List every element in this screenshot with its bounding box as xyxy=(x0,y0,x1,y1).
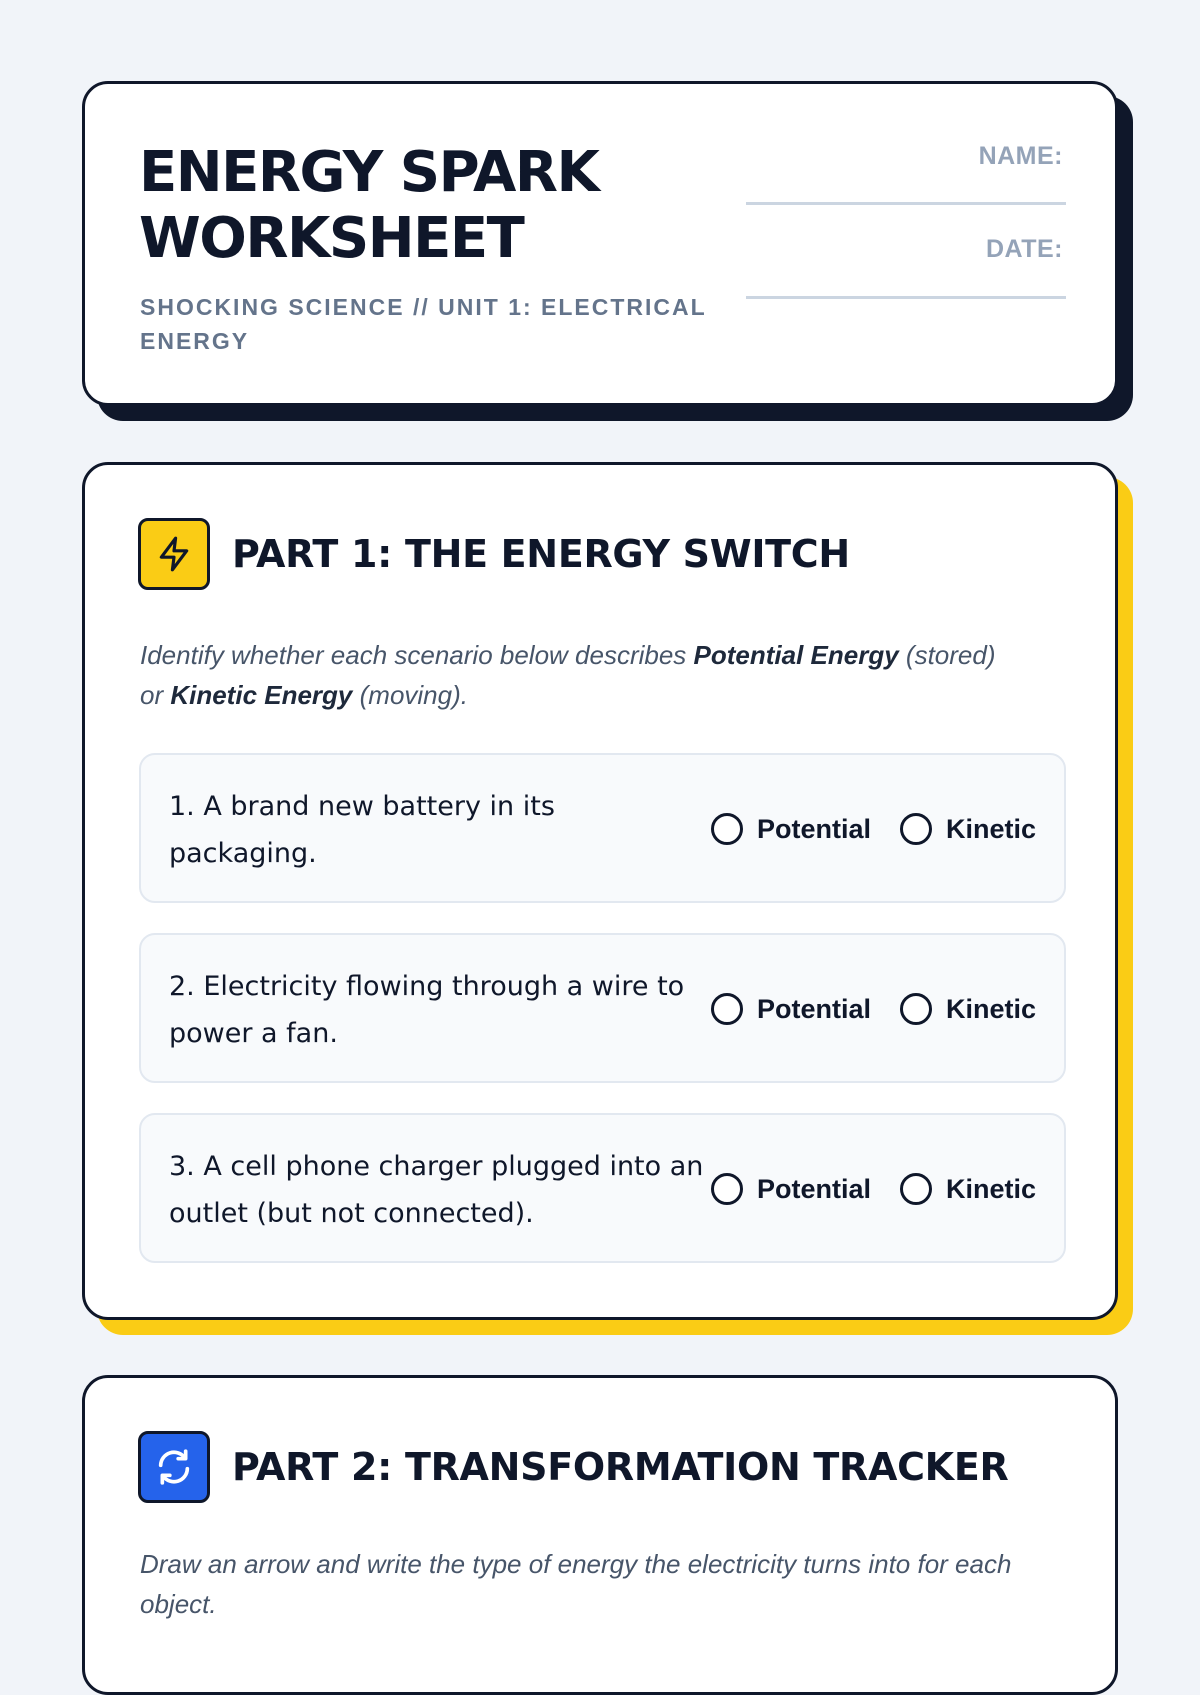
instructions-text: (stored) or xyxy=(140,640,996,710)
date-field[interactable] xyxy=(746,296,1066,299)
kinetic-option[interactable] xyxy=(900,813,1036,845)
worksheet-header xyxy=(82,81,1118,406)
question-text: 2. Electricity flowing through a wire to power a fan. xyxy=(169,971,685,1049)
potential-energy-term: Potential Energy xyxy=(693,640,899,670)
option-label: Potential xyxy=(757,813,872,844)
part1-title: PART 1: THE ENERGY SWITCH xyxy=(232,532,850,576)
worksheet-title xyxy=(139,140,699,272)
option-label: Potential xyxy=(757,993,872,1024)
kinetic-option[interactable] xyxy=(900,993,1036,1025)
part2-section xyxy=(82,1375,1118,1695)
part1-header xyxy=(138,518,850,590)
title-line-2: WORKSHEET xyxy=(139,206,524,271)
part1-section xyxy=(82,462,1118,1320)
option-label: Kinetic xyxy=(946,813,1037,844)
kinetic-energy-term: Kinetic Energy xyxy=(170,680,353,710)
date-label: DATE: xyxy=(985,235,1063,263)
kinetic-option[interactable] xyxy=(900,1173,1036,1205)
question-item xyxy=(139,1113,1066,1263)
option-label: Potential xyxy=(757,1173,872,1204)
option-label: Kinetic xyxy=(946,993,1037,1024)
potential-option[interactable] xyxy=(711,993,871,1025)
radio-button[interactable] xyxy=(900,993,932,1025)
name-label: NAME: xyxy=(978,142,1063,170)
instructions-text: Identify whether each scenario below describes xyxy=(140,640,694,670)
option-label: Kinetic xyxy=(946,1173,1037,1204)
question-item xyxy=(139,933,1066,1083)
radio-button[interactable] xyxy=(711,1173,743,1205)
refresh-arrows-icon xyxy=(138,1431,210,1503)
part1-instructions xyxy=(140,635,1000,715)
worksheet-subtitle: SHOCKING SCIENCE // UNIT 1: ELECTRICAL ENERGY xyxy=(140,294,707,354)
radio-button[interactable] xyxy=(711,813,743,845)
lightning-bolt-icon xyxy=(138,518,210,590)
question-text: 1. A brand new battery in its packaging. xyxy=(169,791,555,869)
title-line-1: ENERGY SPARK xyxy=(139,140,599,205)
radio-button[interactable] xyxy=(900,813,932,845)
part2-header xyxy=(138,1431,1008,1503)
part2-title: PART 2: TRANSFORMATION TRACKER xyxy=(232,1445,1009,1489)
radio-button[interactable] xyxy=(711,993,743,1025)
part2-instructions: Draw an arrow and write the type of energy the electricity turns into for each object. xyxy=(140,1549,1012,1619)
question-item xyxy=(139,753,1066,903)
instructions-text: (moving). xyxy=(352,680,468,710)
potential-option[interactable] xyxy=(711,813,871,845)
name-field[interactable] xyxy=(746,202,1066,205)
radio-button[interactable] xyxy=(900,1173,932,1205)
potential-option[interactable] xyxy=(711,1173,871,1205)
question-text: 3. A cell phone charger plugged into an outlet (but not connected). xyxy=(169,1151,704,1229)
